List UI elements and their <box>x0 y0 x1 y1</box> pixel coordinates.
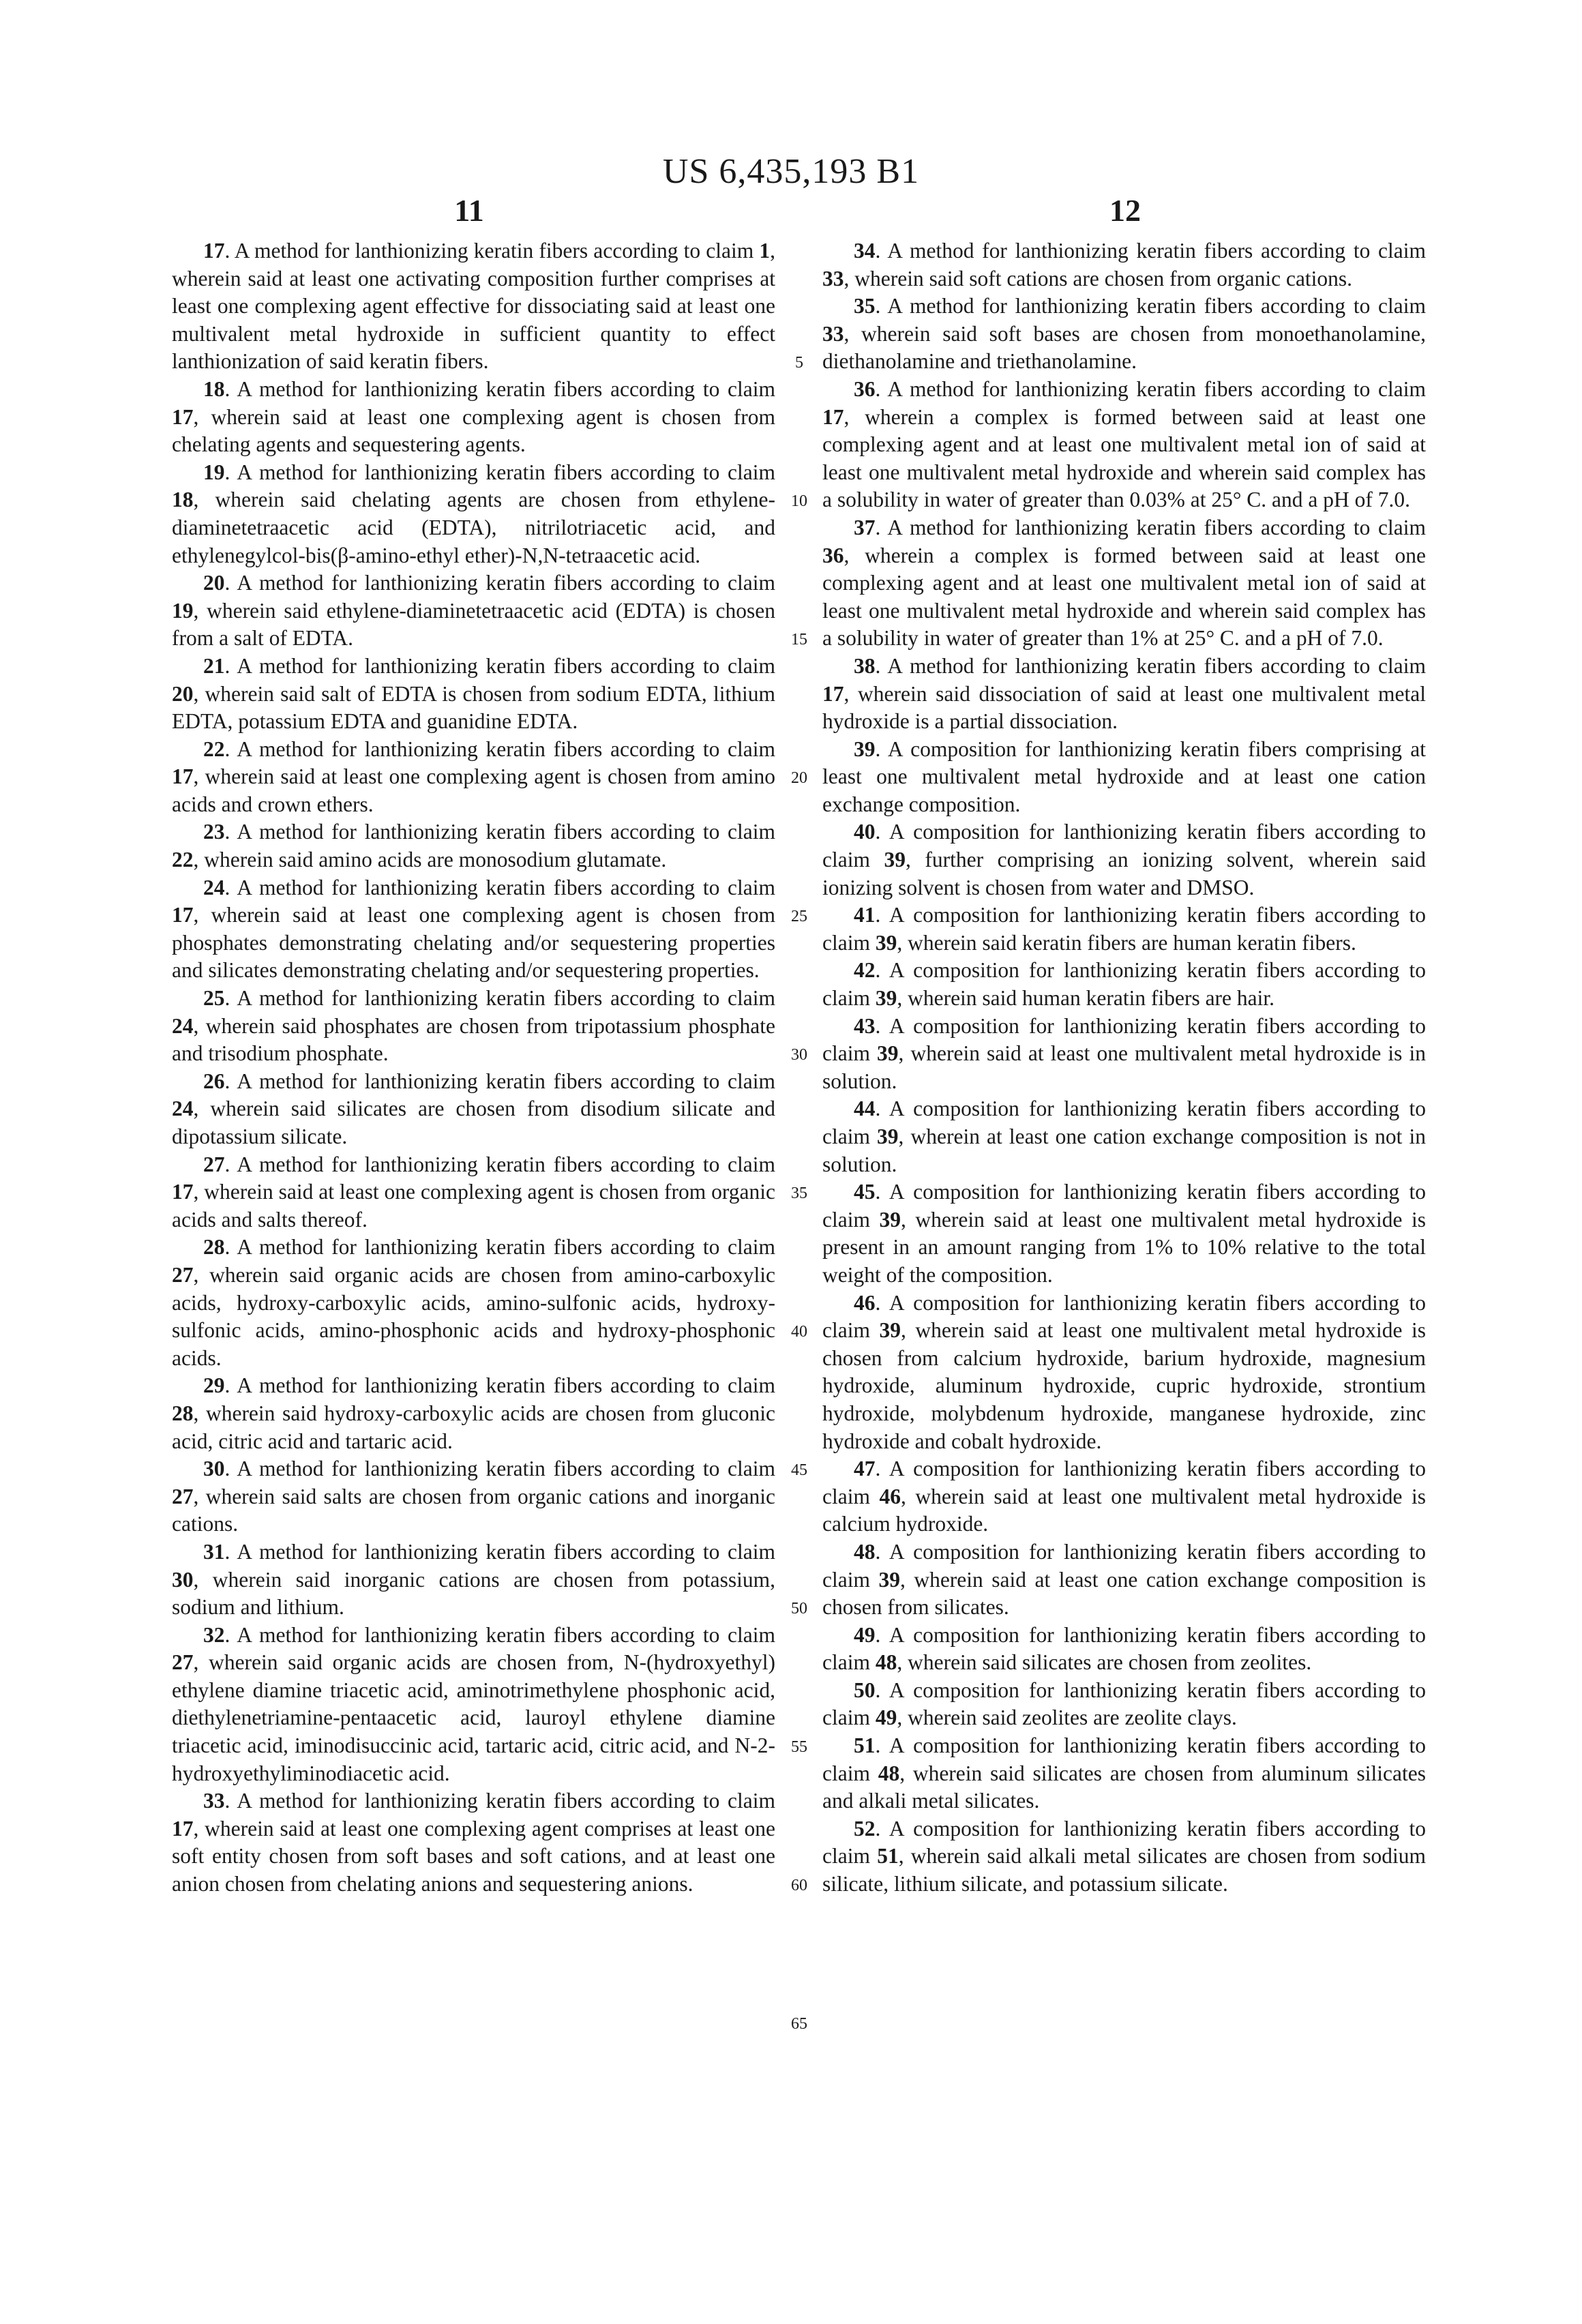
claim-paragraph <box>822 957 1426 1012</box>
claim-text: . A composition for lanthionizing keratin fibers comprising at least one multivalent metal hydroxide and at least one cation exchange composition. <box>822 736 1426 816</box>
claim-text: . A method for lanthionizing keratin fibers according to claim <box>875 239 1426 263</box>
claim-number: 46 <box>854 1290 876 1315</box>
claim-paragraph <box>172 1455 775 1538</box>
claim-text: , wherein said soft cations are chosen from organic cations. <box>844 266 1353 290</box>
claim-reference: 39 <box>875 986 897 1011</box>
claim-text: . A method for lanthionizing keratin fibers according to claim <box>224 1789 775 1813</box>
line-number: 65 <box>791 2015 807 2034</box>
claim-number: 33 <box>203 1789 225 1813</box>
claim-reference: 39 <box>884 848 906 872</box>
claim-text: , wherein a complex is formed between said at least one complexing agent and at least one multivalent metal ion of said at least one multivalent metal hydroxide and wherein said complex has a solubility in water of greater than 1% at 25° C. and a pH of 7.0. <box>822 543 1426 651</box>
claim-text: . A method for lanthionizing keratin fibers according to claim <box>224 1622 775 1647</box>
claim-text: . A method for lanthionizing keratin fibers according to claim <box>875 294 1426 318</box>
claim-paragraph <box>172 653 775 736</box>
claim-text: . A composition for lanthionizing keratin fibers according to claim <box>822 1622 1426 1675</box>
claim-paragraph <box>822 1455 1426 1538</box>
claim-text: , wherein said silicates are chosen from zeolites. <box>897 1650 1312 1675</box>
claim-text: , wherein said at least one complexing agent is chosen from amino acids and crown ethers. <box>172 764 775 816</box>
claim-reference: 17 <box>822 681 844 706</box>
claim-paragraph <box>172 985 775 1068</box>
claim-number: 42 <box>854 958 876 983</box>
claim-reference: 39 <box>879 1318 901 1343</box>
claim-paragraph <box>172 376 775 459</box>
claim-paragraph <box>172 1151 775 1234</box>
line-number: 50 <box>791 1600 807 1618</box>
claim-text: , wherein said at least one multivalent metal hydroxide is chosen from calcium hydroxide, barium hydroxide, magnesium hydroxide, aluminum hydroxide, cupric hydroxide, strontium hydroxide, molybdenum hydroxide, manganese hydroxide, zinc hydroxide and cobalt hydroxide. <box>822 1318 1427 1453</box>
claim-paragraph <box>822 1095 1426 1178</box>
claim-reference: 24 <box>172 1097 194 1121</box>
claim-paragraph <box>172 1622 775 1788</box>
claim-text: , wherein said at least one cation exchange composition is chosen from silicates. <box>822 1567 1427 1620</box>
claim-reference: 17 <box>172 404 194 429</box>
claim-text: . A composition for lanthionizing keratin fibers according to claim <box>822 820 1426 872</box>
claim-reference: 18 <box>172 488 194 512</box>
claim-number: 29 <box>203 1373 225 1398</box>
claims-column-left <box>172 237 775 1898</box>
claim-text: . A method for lanthionizing keratin fibers according to claim <box>224 736 775 761</box>
claim-text: . A method for lanthionizing keratin fibers according to claim <box>224 571 775 595</box>
claim-text: , wherein said soft bases are chosen from monoethanolamine, diethanolamine and triethanolamine. <box>822 321 1426 374</box>
claim-paragraph <box>822 818 1426 902</box>
claim-number: 22 <box>203 736 225 761</box>
claim-paragraph <box>822 653 1426 736</box>
claim-text: , wherein said chelating agents are chosen from ethylene-diaminetetraacetic acid (EDTA), nitrilotriacetic acid, and ethylenegylcol-bis(β-amino-ethyl ether)-N,N-tetraacetic acid. <box>172 488 775 567</box>
claim-text: . A composition for lanthionizing keratin fibers according to claim <box>822 1539 1426 1592</box>
claim-reference: 46 <box>879 1484 901 1508</box>
claim-reference: 27 <box>172 1484 194 1508</box>
claim-number: 27 <box>203 1152 225 1176</box>
claim-number: 49 <box>854 1622 876 1647</box>
claim-number: 23 <box>203 820 225 844</box>
claim-text: , wherein said organic acids are chosen from, N-(hydroxyethyl) ethylene diamine triacetic acid, aminotrimethylene phosphonic acid, diethylenetriamine-pentaacetic acid, lauroyl ethylene diamine triacetic acid, iminodisuccinic acid, tartaric acid, citric acid, and N-2-hydroxyethyliminodiacetic acid. <box>172 1650 775 1785</box>
page-number-right: 12 <box>1109 193 1141 228</box>
claim-reference: 49 <box>875 1705 897 1730</box>
claim-text: . A method for lanthionizing keratin fibers according to claim <box>224 1152 775 1176</box>
claim-paragraph <box>172 569 775 653</box>
claim-text: . A method for lanthionizing keratin fibers according to claim <box>875 515 1426 539</box>
claim-reference: 51 <box>877 1844 899 1868</box>
claim-text: . A method for lanthionizing keratin fibers according to claim <box>224 376 775 401</box>
claim-reference: 17 <box>172 1180 194 1204</box>
claim-number: 17 <box>203 239 225 263</box>
claim-paragraph <box>822 736 1426 819</box>
claim-paragraph <box>822 1677 1426 1732</box>
line-number: 40 <box>791 1323 807 1341</box>
claim-text: , wherein said phosphates are chosen from tripotassium phosphate and trisodium phosphate. <box>172 1013 775 1066</box>
claim-number: 45 <box>854 1180 876 1204</box>
claim-text: . A method for lanthionizing keratin fibers according to claim <box>224 1235 775 1260</box>
claim-text: , wherein said dissociation of said at least one multivalent metal hydroxide is a partial dissociation. <box>822 681 1426 734</box>
claim-text: , wherein at least one cation exchange composition is not in solution. <box>822 1124 1426 1176</box>
claim-text: , wherein said inorganic cations are chosen from potassium, sodium and lithium. <box>172 1567 775 1620</box>
claim-reference: 36 <box>822 543 844 567</box>
claim-paragraph <box>822 514 1426 653</box>
claim-text: . A method for lanthionizing keratin fibers according to claim <box>875 653 1426 678</box>
claim-paragraph <box>172 1234 775 1372</box>
claim-text: , wherein a complex is formed between said at least one complexing agent and at least one multivalent metal ion of said at least one multivalent metal hydroxide and wherein said complex has a solubility in water of greater than 0.03% at 25° C. and a pH of 7.0. <box>822 404 1426 512</box>
claim-text: . A composition for lanthionizing keratin fibers according to claim <box>822 1180 1426 1232</box>
line-number: 60 <box>791 1877 807 1895</box>
claim-number: 37 <box>854 515 876 539</box>
claim-reference: 48 <box>875 1650 897 1675</box>
claim-text: . A method for lanthionizing keratin fibers according to claim <box>875 376 1426 401</box>
claim-paragraph <box>822 902 1426 957</box>
claim-text: . A method for lanthionizing keratin fibers according to claim <box>224 1539 775 1564</box>
claim-text: . A composition for lanthionizing keratin fibers according to claim <box>822 1816 1426 1868</box>
claim-number: 51 <box>854 1733 876 1758</box>
claim-text: , wherein said amino acids are monosodium glutamate. <box>193 848 667 872</box>
claim-text: , wherein said at least one multivalent metal hydroxide is in solution. <box>822 1041 1426 1093</box>
claim-text: . A method for lanthionizing keratin fibers according to claim <box>224 460 775 484</box>
claim-reference: 17 <box>822 404 844 429</box>
claim-number: 50 <box>854 1678 876 1702</box>
claim-text: . A composition for lanthionizing keratin fibers according to claim <box>822 1013 1426 1066</box>
claim-number: 43 <box>854 1013 876 1038</box>
claim-text: , further comprising an ionizing solvent, wherein said ionizing solvent is chosen from water and DMSO. <box>822 848 1427 899</box>
claim-text: , wherein said at least one complexing agent comprises at least one soft entity chosen from soft bases and soft cations, and at least one anion chosen from chelating anions and sequestering anions. <box>172 1816 775 1896</box>
claim-paragraph <box>172 1538 775 1622</box>
line-number: 35 <box>791 1185 807 1203</box>
claim-reference: 27 <box>172 1262 194 1287</box>
claim-text: . A composition for lanthionizing keratin fibers according to claim <box>822 1290 1426 1343</box>
claim-text: , wherein said at least one activating composition further comprises at least one complexing agent effective for dissociating said at least one multivalent metal hydroxide in sufficient quantity to effect lanthionization of said keratin fibers. <box>172 239 775 374</box>
claim-reference: 39 <box>879 1207 901 1232</box>
claim-reference: 17 <box>172 1816 194 1841</box>
claim-number: 40 <box>854 820 876 844</box>
claim-paragraph <box>822 237 1426 293</box>
claim-number: 48 <box>854 1539 876 1564</box>
claim-text: . A method for lanthionizing keratin fibers according to claim <box>224 653 775 678</box>
claim-paragraph <box>822 1622 1426 1677</box>
claim-paragraph <box>822 1815 1426 1898</box>
claim-number: 20 <box>203 571 225 595</box>
claim-text: , wherein said salt of EDTA is chosen from sodium EDTA, lithium EDTA, potassium EDTA and guanidine EDTA. <box>172 681 775 734</box>
claim-number: 44 <box>854 1097 876 1121</box>
claim-text: , wherein said alkali metal silicates are chosen from sodium silicate, lithium silicate, and potassium silicate. <box>822 1844 1427 1896</box>
claim-paragraph <box>822 376 1426 514</box>
line-number: 25 <box>791 908 807 926</box>
claim-paragraph <box>172 874 775 985</box>
claim-reference: 22 <box>172 848 194 872</box>
claim-paragraph <box>172 1372 775 1455</box>
claim-paragraph <box>822 1732 1426 1815</box>
claim-text: , wherein said at least one multivalent metal hydroxide is calcium hydroxide. <box>822 1484 1427 1536</box>
line-number: 45 <box>791 1461 807 1480</box>
claim-text: . A method for lanthionizing keratin fibers according to claim <box>224 1069 775 1093</box>
claim-paragraph <box>172 818 775 874</box>
line-number: 30 <box>791 1046 807 1064</box>
claim-text: , wherein said at least one complexing agent is chosen from organic acids and salts thereof. <box>172 1180 775 1232</box>
claim-paragraph <box>172 459 775 569</box>
claim-number: 39 <box>854 736 876 761</box>
claim-number: 47 <box>854 1457 876 1481</box>
claim-reference: 1 <box>759 239 771 263</box>
claim-paragraph <box>172 736 775 819</box>
claim-text: . A composition for lanthionizing keratin fibers according to claim <box>822 1678 1426 1730</box>
claim-reference: 39 <box>878 1567 900 1592</box>
claim-reference: 27 <box>172 1650 194 1675</box>
claim-reference: 19 <box>172 598 194 623</box>
page-number-left: 11 <box>454 193 484 228</box>
claim-reference: 39 <box>875 930 897 955</box>
claim-text: , wherein said silicates are chosen from disodium silicate and dipotassium silicate. <box>172 1097 775 1148</box>
claim-paragraph <box>822 1538 1426 1622</box>
claim-number: 25 <box>203 986 225 1011</box>
claims-column-right <box>822 237 1426 1898</box>
claim-number: 35 <box>854 294 876 318</box>
claim-number: 38 <box>854 653 876 678</box>
claim-paragraph <box>172 237 775 376</box>
claim-paragraph <box>822 1178 1426 1289</box>
line-number: 10 <box>791 492 807 511</box>
line-number: 15 <box>791 631 807 649</box>
claim-number: 18 <box>203 376 225 401</box>
claim-text: , wherein said at least one complexing agent is chosen from phosphates demonstrating chelating and/or sequestering properties and silicates demonstrating chelating and/or sequestering properties. <box>172 903 775 983</box>
claim-paragraph <box>822 1290 1426 1456</box>
claim-text: , wherein said at least one complexing agent is chosen from chelating agents and sequestering agents. <box>172 404 775 457</box>
claim-text: , wherein said ethylene-diaminetetraacetic acid (EDTA) is chosen from a salt of EDTA. <box>172 598 775 651</box>
claim-paragraph <box>172 1068 775 1151</box>
claim-text: . A composition for lanthionizing keratin fibers according to claim <box>822 1097 1426 1148</box>
claim-text: . A method for lanthionizing keratin fibers according to claim <box>224 1457 775 1481</box>
claim-text: . A composition for lanthionizing keratin fibers according to claim <box>822 1457 1426 1508</box>
patent-number: US 6,435,193 B1 <box>662 152 920 191</box>
line-number: 20 <box>791 769 807 788</box>
claim-text: , wherein said organic acids are chosen from amino-carboxylic acids, hydroxy-carboxylic acids, amino-sulfonic acids, hydroxy-sulfonic acids, amino-phosphonic acids and hydroxy-phosphonic acids. <box>172 1262 775 1370</box>
claim-text: . A composition for lanthionizing keratin fibers according to claim <box>822 958 1426 1011</box>
claim-number: 21 <box>203 653 225 678</box>
claim-number: 28 <box>203 1235 225 1260</box>
line-number: 55 <box>791 1738 807 1757</box>
claim-text: . A method for lanthionizing keratin fibers according to claim <box>224 1373 775 1398</box>
claim-text: . A method for lanthionizing keratin fibers according to claim <box>224 820 775 844</box>
claim-text: . A method for lanthionizing keratin fibers according to claim <box>224 239 760 263</box>
claim-number: 52 <box>854 1816 876 1841</box>
claim-number: 26 <box>203 1069 225 1093</box>
claim-number: 41 <box>854 903 876 927</box>
claim-number: 19 <box>203 460 225 484</box>
claim-text: , wherein said silicates are chosen from aluminum silicates and alkali metal silicates. <box>822 1761 1427 1813</box>
claim-reference: 24 <box>172 1013 194 1038</box>
claim-text: . A method for lanthionizing keratin fibers according to claim <box>224 986 775 1011</box>
claim-text: . A composition for lanthionizing keratin fibers according to claim <box>822 903 1426 955</box>
claim-text: , wherein said keratin fibers are human keratin fibers. <box>897 930 1356 955</box>
claim-text: . A composition for lanthionizing keratin fibers according to claim <box>822 1733 1426 1785</box>
claim-reference: 33 <box>822 266 844 290</box>
claim-text: , wherein said at least one multivalent metal hydroxide is present in an amount ranging from 1% to 10% relative to the total weight of the composition. <box>822 1207 1427 1287</box>
claim-reference: 48 <box>878 1761 900 1785</box>
claim-number: 24 <box>203 875 225 899</box>
claim-number: 32 <box>203 1622 225 1647</box>
claim-paragraph <box>172 1787 775 1898</box>
claim-text: , wherein said zeolites are zeolite clays. <box>897 1705 1237 1730</box>
claim-reference: 39 <box>877 1041 899 1066</box>
claim-text: , wherein said human keratin fibers are hair. <box>897 986 1275 1011</box>
claim-reference: 17 <box>172 903 194 927</box>
claim-paragraph <box>822 293 1426 376</box>
claim-number: 34 <box>854 239 876 263</box>
claim-reference: 17 <box>172 764 194 789</box>
claim-number: 36 <box>854 376 876 401</box>
claim-number: 30 <box>203 1457 225 1481</box>
claim-reference: 39 <box>877 1124 899 1148</box>
line-number: 5 <box>795 354 803 372</box>
claim-reference: 33 <box>822 321 844 346</box>
claim-reference: 28 <box>172 1401 194 1425</box>
claim-text: . A method for lanthionizing keratin fibers according to claim <box>224 875 775 899</box>
claim-reference: 20 <box>172 681 194 706</box>
claim-text: , wherein said hydroxy-carboxylic acids are chosen from gluconic acid, citric acid and tartaric acid. <box>172 1401 775 1453</box>
claim-text: , wherein said salts are chosen from organic cations and inorganic cations. <box>172 1484 775 1536</box>
claim-number: 31 <box>203 1539 225 1564</box>
claim-reference: 30 <box>172 1567 194 1592</box>
claim-paragraph <box>822 1013 1426 1096</box>
